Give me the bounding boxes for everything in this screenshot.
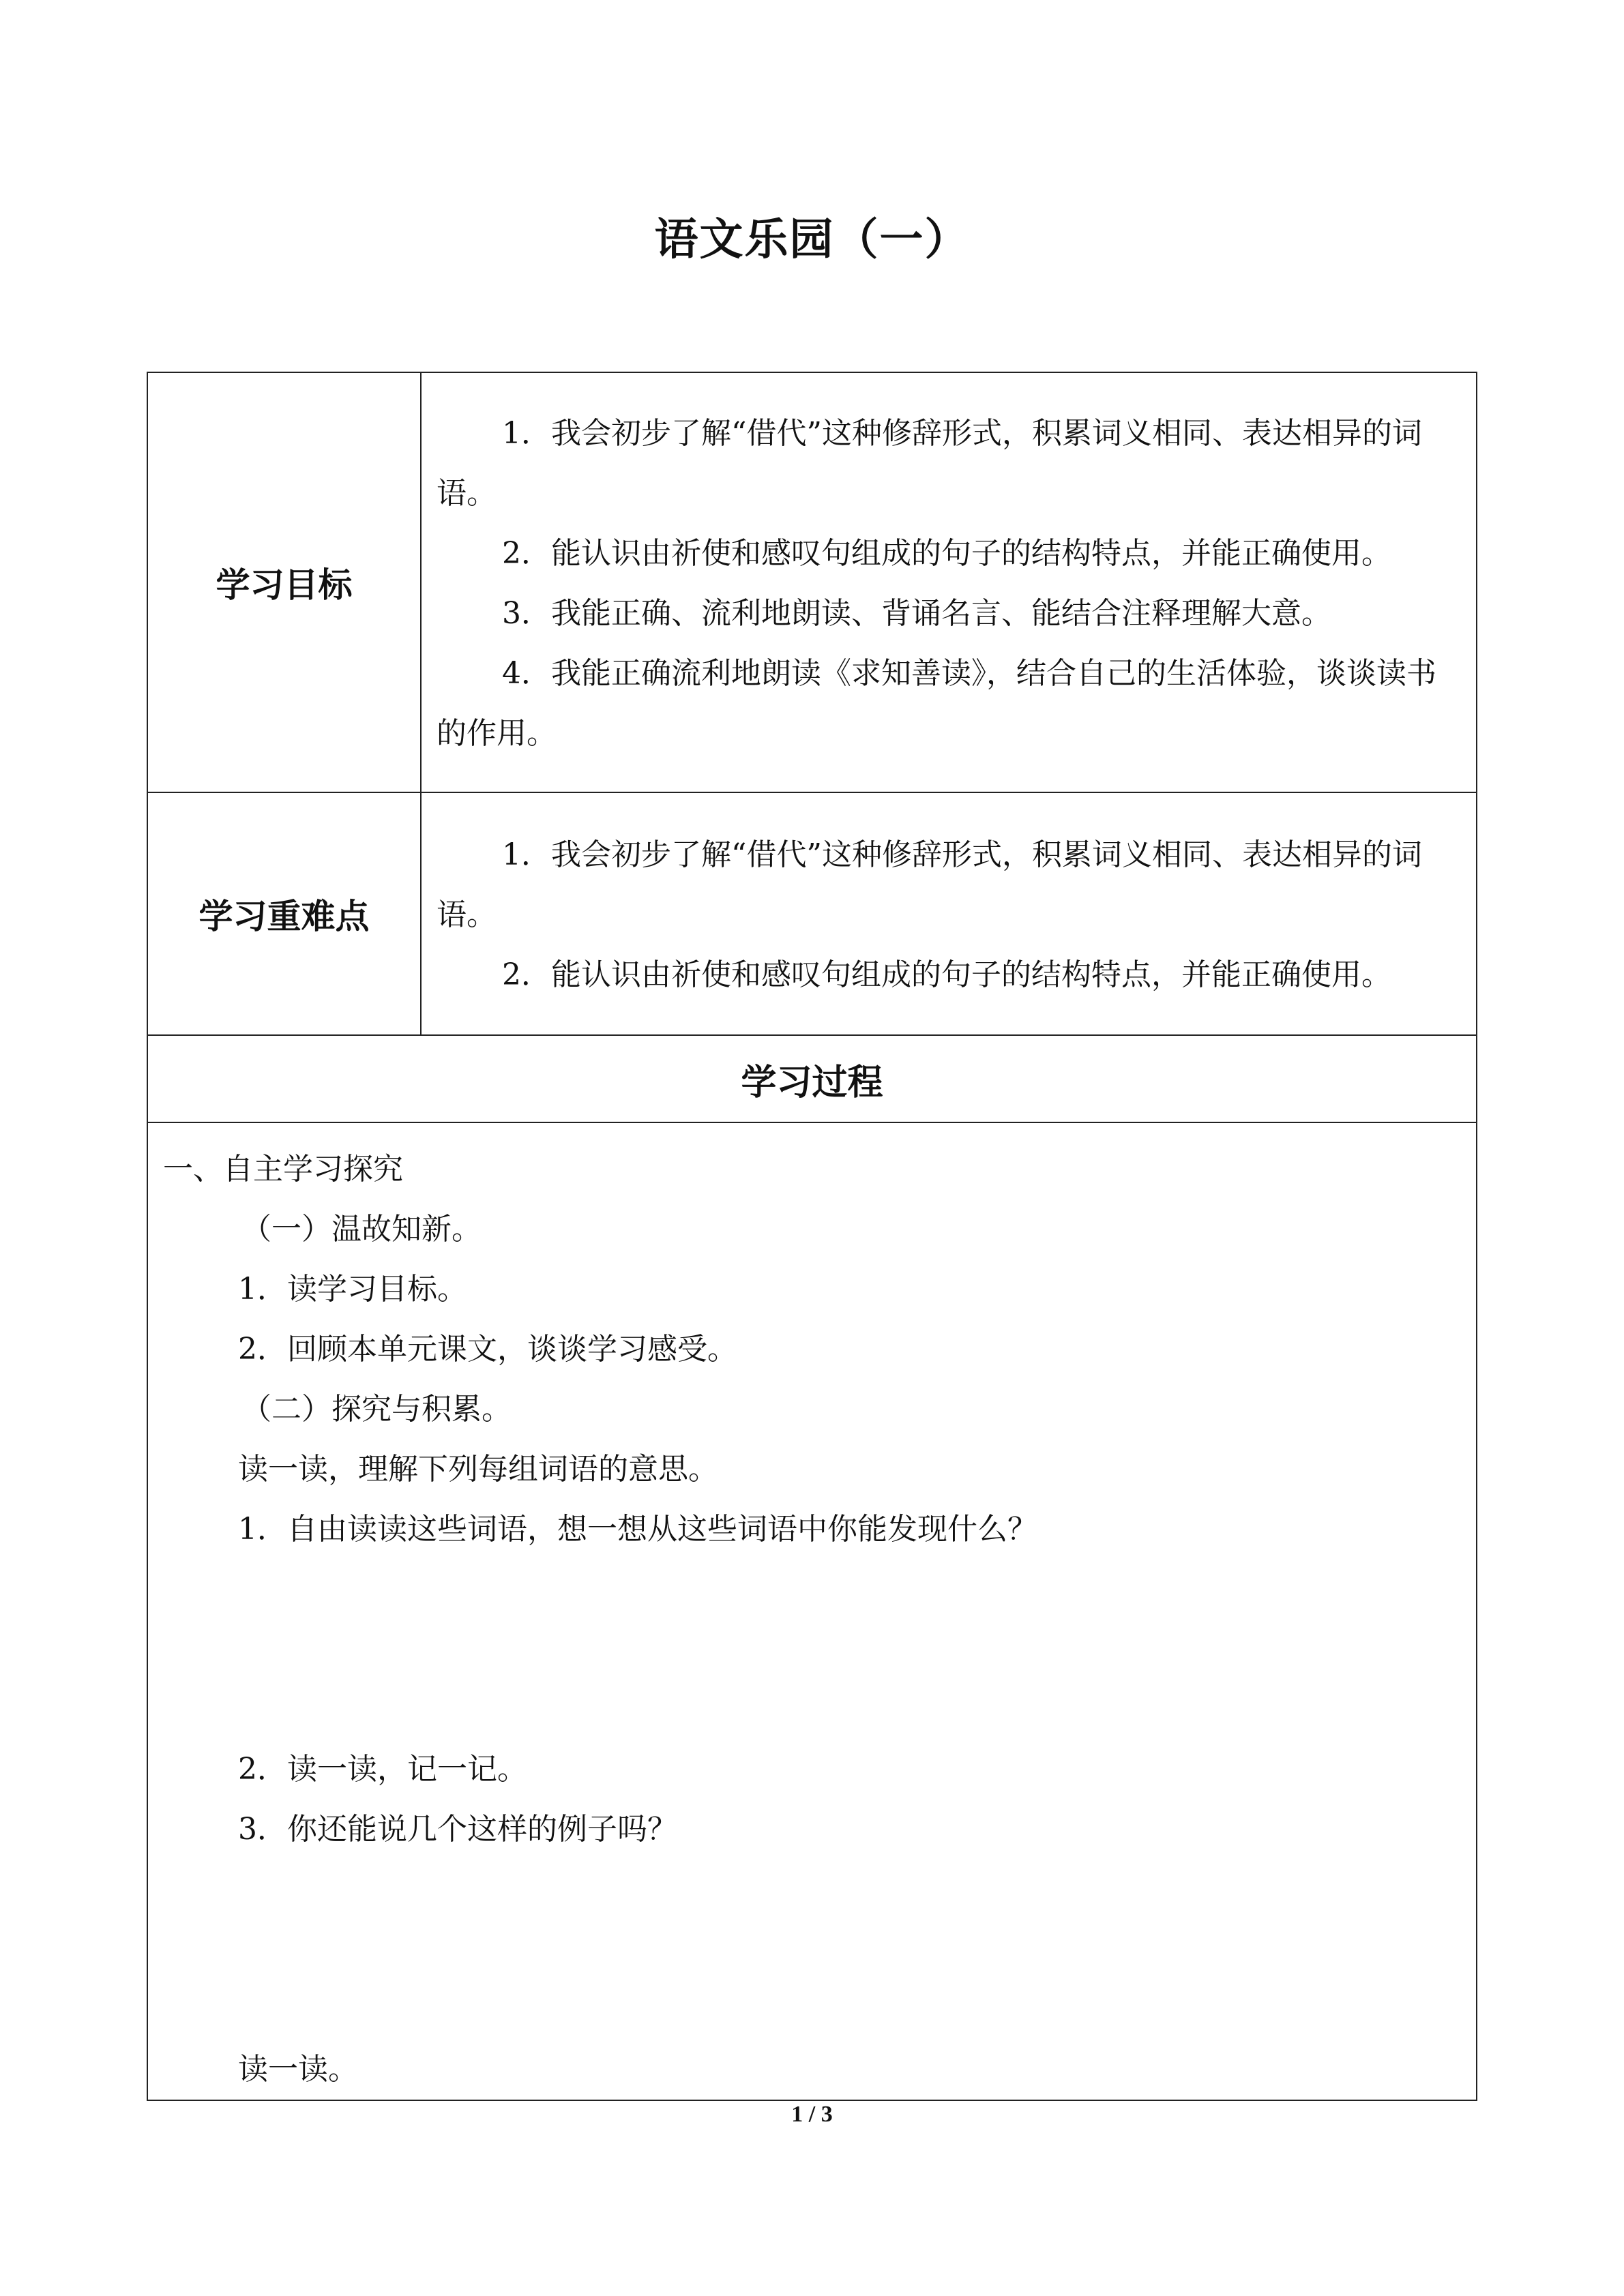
- answer-space: [163, 1860, 1462, 2040]
- process-line: 1．读学习目标。: [238, 1272, 467, 1307]
- process-content: [147, 1122, 1477, 2100]
- goals-row: [147, 372, 1477, 792]
- process-header-row: [147, 1035, 1477, 1122]
- process-line: 一、自主学习探究: [163, 1152, 403, 1187]
- process-header: 学习过程: [147, 1035, 1477, 1122]
- key-points-row: [147, 792, 1477, 1035]
- key-points-content: [421, 792, 1477, 1035]
- key-point-item: 1．我会初步了解“借代”这种修辞形式，积累词义相同、表达相异的词语。: [437, 837, 1422, 932]
- page-number: 1 / 3: [791, 2102, 833, 2127]
- answer-space: [163, 1560, 1462, 1740]
- process-line: 读一读，理解下列每组词语的意思。: [238, 1452, 718, 1487]
- process-line: 1．自由读读这些词语，想一想从这些词语中你能发现什么？: [238, 1512, 1037, 1547]
- key-point-item: 2．能认识由祈使和感叹句组成的句子的结构特点，并能正确使用。: [502, 957, 1391, 992]
- process-line: 读一读。: [238, 2052, 358, 2087]
- process-line: 2．读一读，记一记。: [238, 1752, 527, 1787]
- goal-item: 4．我能正确流利地朗读《求知善读》，结合自己的生活体验，谈谈读书的作用。: [437, 656, 1436, 751]
- study-plan-table: [147, 372, 1477, 2101]
- goals-content: [421, 372, 1477, 792]
- goals-label: 学习目标: [147, 372, 421, 792]
- process-line: 2．回顾本单元课文，谈谈学习感受。: [238, 1332, 737, 1367]
- page-title: 语文乐园（一）: [654, 215, 970, 265]
- process-line: （二）探究与积累。: [241, 1392, 512, 1427]
- process-line: 3．你还能说几个这样的例子吗？: [238, 1812, 677, 1847]
- process-line: （一）温故知新。: [241, 1212, 482, 1247]
- key-points-label: 学习重难点: [147, 792, 421, 1035]
- goal-item: 2．能认识由祈使和感叹句组成的句子的结构特点，并能正确使用。: [502, 536, 1391, 571]
- process-row: [147, 1122, 1477, 2100]
- goal-item: 1．我会初步了解“借代”这种修辞形式，积累词义相同、表达相异的词语。: [437, 416, 1422, 511]
- goal-item: 3．我能正确、流利地朗读、背诵名言、能结合注释理解大意。: [502, 596, 1331, 631]
